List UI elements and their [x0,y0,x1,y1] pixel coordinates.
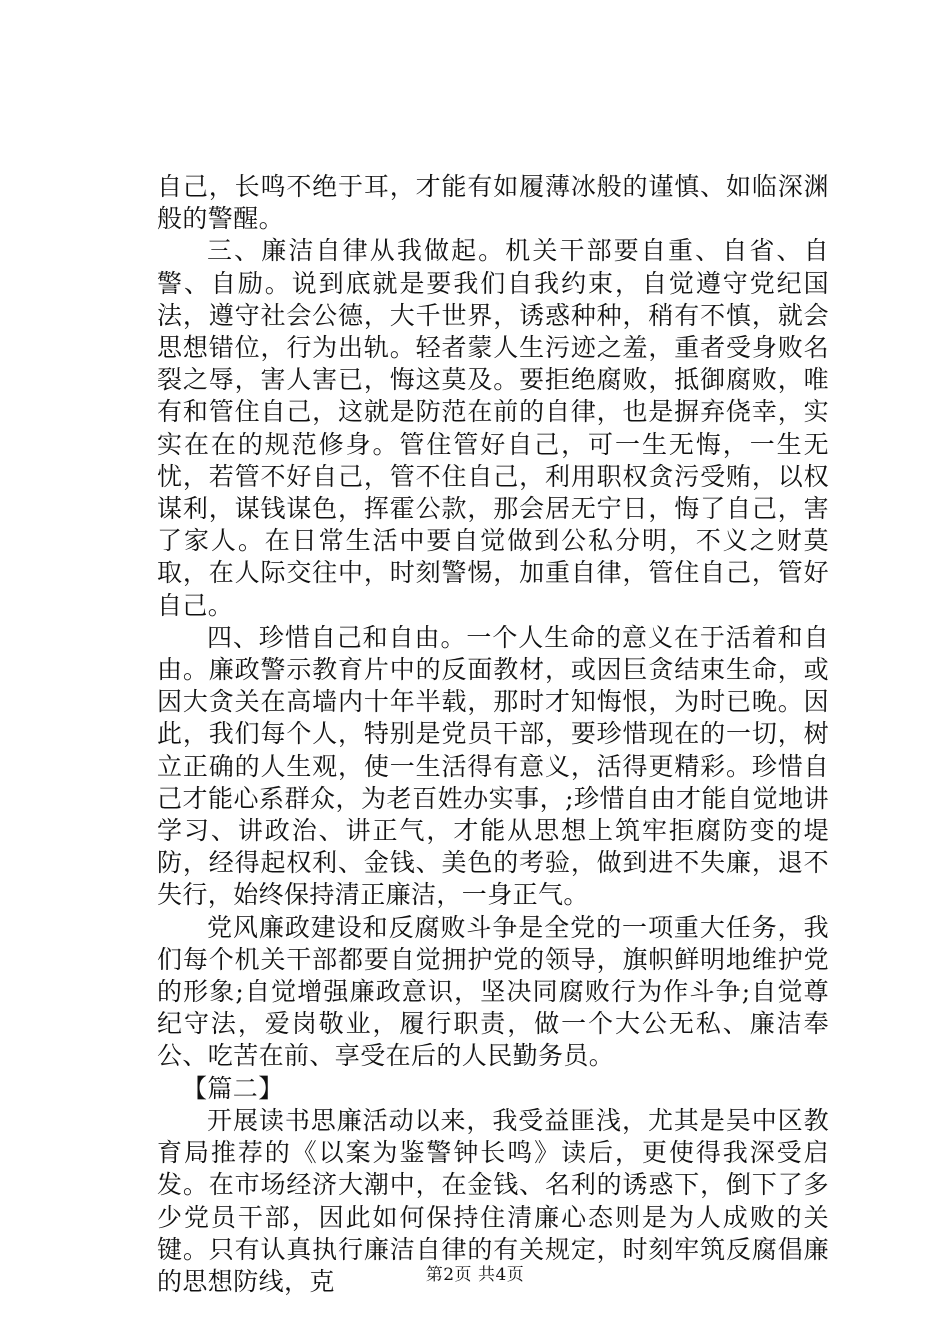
paragraph-continuation: 自己，长鸣不绝于耳，才能有如履薄冰般的谨慎、如临深渊般的警醒。 [157,172,829,234]
document-body [157,171,829,1298]
paragraph-section-four: 四、珍惜自己和自由。一个人生命的意义在于活着和自由。廉政警示教育片中的反面教材，或因巨贪结束生命，或因大贪关在高墙内十年半载，那时才知悔恨，为时已晚。因此，我们每个人，特别是党员干部，要珍惜现在的一切，树立正确的人生观，使一生活得有意义，活得更精彩。珍惜自己才能心系群众，为老百姓办实事，;珍惜自由才能自觉地讲学习、讲政治、讲正气，才能从思想上筑牢拒腐防变的堤防，经得起权利、金钱、美色的考验，做到进不失廉，退不失行，始终保持清正廉洁，一身正气。 [157,622,829,910]
paragraph-conclusion: 党风廉政建设和反腐败斗争是全党的一项重大任务，我们每个机关干部都要自觉拥护党的领导，旗帜鲜明地维护党的形象;自觉增强廉政意识，坚决同腐败行为作斗争;自觉尊纪守法，爱岗敬业，履行职责，做一个大公无私、廉洁奉公、吃苦在前、享受在后的人民勤务员。 [157,912,829,1071]
page-number-label: 第2页 共4页 [425,1265,525,1285]
paragraph-section-three: 三、廉洁自律从我做起。机关干部要自重、自省、自警、自励。说到底就是要我们自我约束，自觉遵守党纪国法，遵守社会公德，大千世界，诱惑种种，稍有不慎，就会思想错位，行为出轨。轻者蒙人生污迹之羞，重者受身败名裂之辱，害人害已，悔这莫及。要拒绝腐败，抵御腐败，唯有和管住自己，这就是防范在前的自律，也是摒弃侥幸，实实在在的规范修身。管住管好自己，可一生无悔，一生无忧，若管不好自己，管不住自己，利用职权贪污受贿，以权谋利，谋钱谋色，挥霍公款，那会居无宁日，悔了自己，害了家人。在日常生活中要自觉做到公私分明，不义之财莫取，在人际交往中，时刻警惕，加重自律，管住自己，管好自己。 [157,236,829,620]
paragraph-part-two-intro: 开展读书思廉活动以来，我受益匪浅，尤其是吴中区教育局推荐的《以案为鉴警钟长鸣》读后，更使得我深受启发。在市场经济大潮中，在金钱、名利的诱惑下，倒下了多少党员干部，因此如何保持住清廉心态则是为人成败的关键。只有认真执行廉洁自律的有关规定，时刻牢筑反腐倡廉的思想防线，克 [157,1105,829,1296]
page-footer [0,1260,950,1285]
section-heading-part-two: 【篇二】 [182,1073,284,1103]
